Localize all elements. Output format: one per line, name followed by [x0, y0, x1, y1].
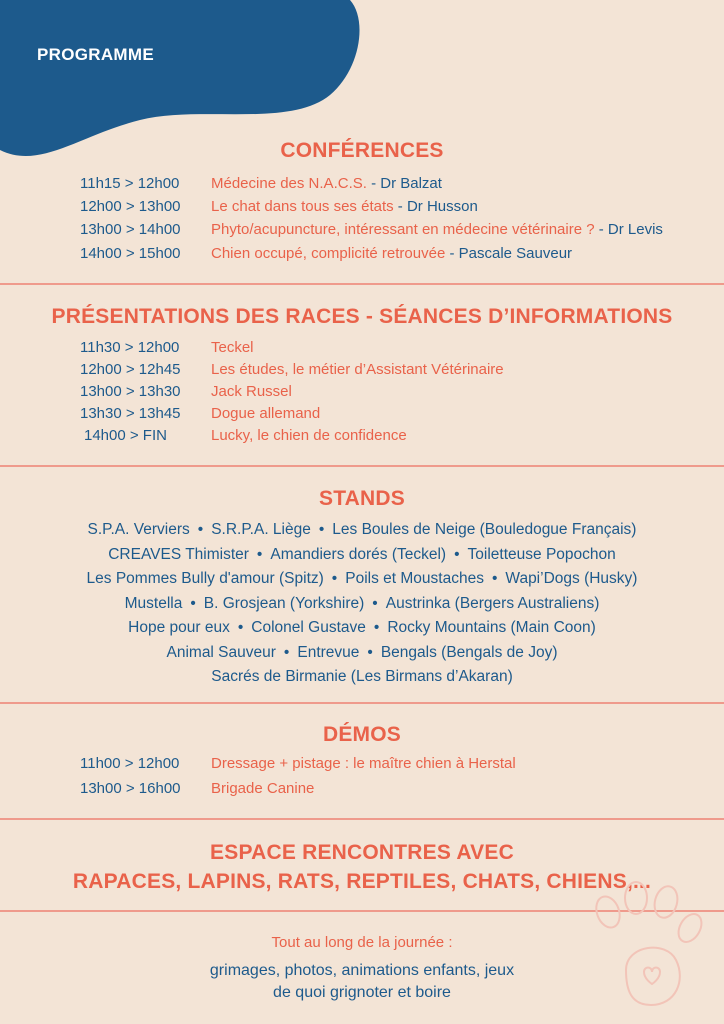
item-title: Dressage + pistage : le maître chien à Herstal	[211, 755, 516, 772]
races-section	[0, 304, 724, 330]
item-time: 11h30 > 12h00	[80, 339, 180, 356]
stand-name: S.R.P.A. Liège	[211, 521, 311, 538]
section-divider	[0, 818, 724, 820]
stand-name: Wapi’Dogs (Husky)	[505, 570, 638, 587]
item-time: 12h00 > 13h00	[80, 198, 181, 215]
stand-name: Les Pommes Bully d'amour (Spitz)	[86, 570, 324, 587]
espace-heading-line2: RAPACES, LAPINS, RATS, REPTILES, CHATS, CHIENS,...	[72, 870, 652, 893]
stands-line	[0, 567, 724, 592]
bullet-separator: •	[372, 594, 378, 612]
stand-name: Animal Sauveur	[166, 643, 276, 661]
item-title: Dogue allemand	[211, 405, 321, 422]
item-title: Les études, le métier d’Assistant Vétérinaire	[211, 361, 504, 378]
stands-heading: STANDS	[319, 487, 405, 510]
stand-name: Toiletteuse Popochon	[467, 545, 616, 563]
bullet-separator: •	[454, 545, 460, 563]
stand-name: Poils et Moustaches	[345, 570, 484, 587]
item-speaker: - Pascale Sauveur	[445, 245, 573, 262]
section-divider	[0, 465, 724, 467]
stands-line	[0, 592, 724, 617]
stands-line	[0, 665, 724, 690]
stand-name: CREAVES Thimister	[108, 545, 249, 563]
bullet-separator: •	[256, 545, 263, 563]
item-time: 13h30 > 13h45	[80, 405, 181, 422]
stand-name: Hope pour eux	[128, 619, 230, 636]
stand-name: Austrinka (Bergers Australiens)	[385, 594, 600, 612]
stand-name: B. Grosjean (Yorkshire)	[203, 594, 365, 612]
stand-name: Sacrés de Birmanie (Les Birmans d’Akaran)	[211, 668, 513, 685]
footer-note: Tout au long de la journée :	[271, 934, 453, 951]
stand-name: Bengals (Bengals de Joy)	[380, 643, 558, 661]
stands-line	[0, 641, 724, 666]
demos-section	[0, 722, 724, 748]
item-time: 12h00 > 12h45	[80, 361, 181, 378]
page-title: PROGRAMME	[37, 45, 154, 64]
stand-name: Les Boules de Neige (Bouledogue Français)	[332, 521, 637, 538]
bullet-separator: •	[318, 521, 325, 538]
bullet-separator: •	[491, 570, 498, 587]
stand-name: Colonel Gustave	[251, 619, 366, 636]
stand-name: Rocky Mountains (Main Coon)	[387, 619, 596, 636]
item-time: 11h15 > 12h00	[80, 175, 180, 192]
item-time: 14h00 > FIN	[84, 427, 167, 444]
bullet-separator: •	[331, 570, 338, 587]
stands-section	[0, 486, 724, 512]
bullet-separator: •	[237, 619, 244, 636]
item-time: 14h00 > 15h00	[80, 245, 181, 262]
item-title: Lucky, le chien de confidence	[211, 427, 407, 444]
item-time: 13h00 > 14h00	[80, 221, 181, 238]
item-title: Chien occupé, complicité retrouvée	[211, 245, 446, 262]
conferences-section	[0, 138, 724, 164]
stand-name: Mustella	[124, 594, 183, 612]
espace-heading-line1: ESPACE RENCONTRES AVEC	[210, 841, 514, 864]
item-title: Médecine des N.A.C.S.	[211, 175, 367, 192]
stands-line	[0, 616, 724, 641]
stand-name: Amandiers dorés (Teckel)	[270, 545, 447, 563]
item-title: Teckel	[211, 339, 254, 356]
item-speaker: - Dr Balzat	[366, 175, 442, 192]
item-title: Brigade Canine	[211, 780, 315, 797]
footer-line2: de quoi grignoter et boire	[273, 984, 451, 1001]
footer-line1: grimages, photos, animations enfants, jeux	[209, 962, 515, 979]
bullet-separator: •	[367, 643, 373, 661]
item-speaker: - Dr Husson	[393, 198, 478, 215]
item-title: Le chat dans tous ses états	[211, 198, 394, 215]
stand-name: S.P.A. Verviers	[87, 521, 190, 538]
footer-activities	[0, 960, 724, 1004]
bullet-separator: •	[197, 521, 204, 538]
bullet-separator: •	[190, 594, 196, 612]
item-time: 13h00 > 16h00	[80, 780, 181, 797]
bullet-separator: •	[373, 619, 380, 636]
section-divider	[0, 702, 724, 704]
demos-heading: DÉMOS	[322, 723, 401, 746]
section-divider	[0, 283, 724, 285]
item-title: Phyto/acupuncture, intéressant en médecine vétérinaire ?	[211, 221, 595, 238]
item-time: 13h00 > 13h30	[80, 383, 181, 400]
conferences-heading: CONFÉRENCES	[280, 139, 444, 162]
bullet-separator: •	[283, 643, 290, 661]
races-heading: PRÉSENTATIONS DES RACES - SÉANCES D’INFORMATIONS	[51, 305, 673, 328]
stands-list	[0, 518, 724, 690]
stand-name: Entrevue	[297, 643, 360, 661]
item-speaker: - Dr Levis	[594, 221, 663, 238]
stands-line	[0, 518, 724, 543]
item-time: 11h00 > 12h00	[80, 755, 180, 772]
item-title: Jack Russel	[211, 383, 292, 400]
stands-line	[0, 543, 724, 568]
